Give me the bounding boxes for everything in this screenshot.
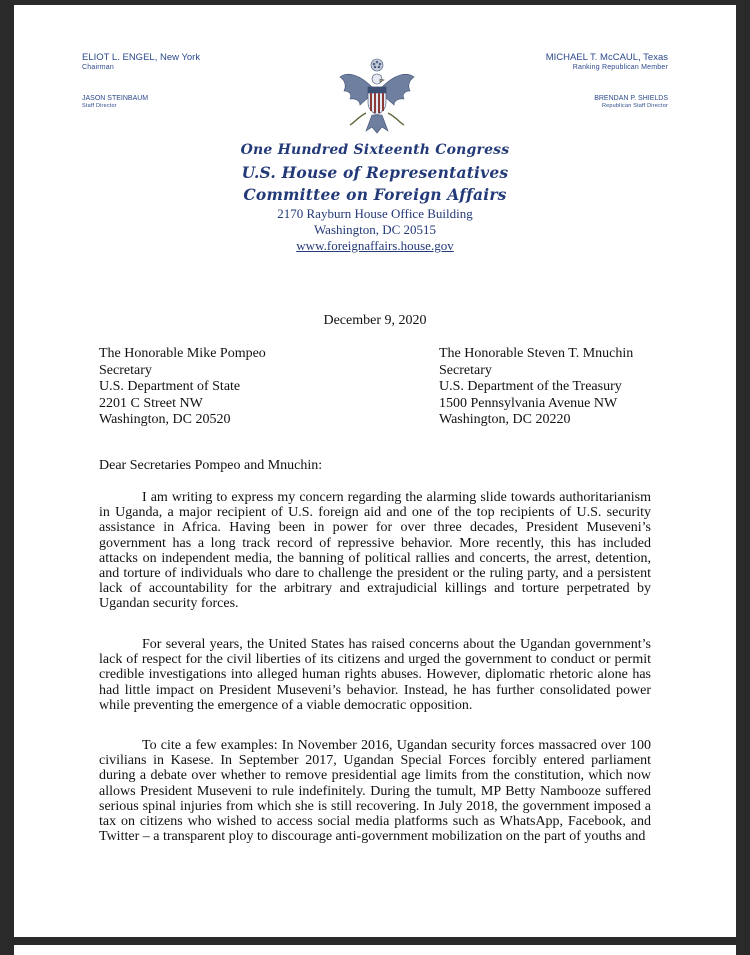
congress-title: One Hundred Sixteenth Congress <box>240 142 510 158</box>
body-paragraph: To cite a few examples: In November 2016, Ugandan security forces massacred over 100 civilians in Kasese. In September 2017, Ugandan Special Forces forcibly entered parliament during a debate over whether to remove presidential age limits from the constitution, which now allows President Museveni to rule indefinitely. During the tumult, MP Betty Nambooze suffered serious spinal injuries from which she is still recovering. In July 2018, the government imposed a tax on citizens who wished to access social media platforms such as WhatsApp, Facebook, and Twitter – a transparent ploy to discourage anti-government mobilization on the part of youths and <box>99 738 651 845</box>
recipient-line: The Honorable Mike Pompeo <box>99 346 266 361</box>
letter-date: December 9, 2020 <box>323 313 427 328</box>
ranking-member-name: MICHAEL T. McCAUL, Texas <box>545 52 668 63</box>
office-address: 2170 Rayburn House Office Building <box>277 206 473 221</box>
chairman-title: Chairman <box>82 64 114 71</box>
staff-director-title: Staff Director <box>82 103 117 109</box>
committee-title: Committee on Foreign Affairs <box>243 185 507 204</box>
body-paragraph: For several years, the United States has raised concerns about the Ugandan government’s lack of respect for the civil liberties of its citizens and urged the government to conduct or permit credible investigations into alleged human rights abuses. However, diplomatic rhetoric alone has had little impact on President Museveni’s behavior. Instead, he has further consolidated power while preventing the emergence of a viable democratic opposition. <box>99 637 651 713</box>
staff-director-block <box>82 94 148 110</box>
recipient-line: Washington, DC 20520 <box>99 412 231 427</box>
recipient-line: The Honorable Steven T. Mnuchin <box>439 346 634 361</box>
rep-staff-director-title: Republican Staff Director <box>601 103 668 109</box>
house-title: U.S. House of Representatives <box>241 163 509 182</box>
chairman-name: ELIOT L. ENGEL, New York <box>82 52 201 63</box>
body-paragraph: I am writing to express my concern regarding the alarming slide towards authoritarianism in Uganda, a major recipient of U.S. foreign aid and one of the top recipients of U.S. security assistance in Africa. Having been in power for over three decades, President Museveni’s government has a long track record of repressive behavior. More recently, this has included attacks on independent media, the banning of political rallies and concerts, the arrest, detention, and torture of individuals who dare to challenge the president or the ruling party, and a persistent lack of accountability for the arbitrary and extrajudicial killings and torture perpetrated by Ugandan security forces. <box>99 490 651 612</box>
office-city: Washington, DC 20515 <box>313 222 437 237</box>
ranking-member-title: Ranking Republican Member <box>572 64 668 71</box>
recipient-left <box>99 346 266 429</box>
recipient-line: 2201 C Street NW <box>99 395 203 411</box>
rep-staff-director-block <box>594 94 668 110</box>
eagle-seal-icon <box>336 57 418 139</box>
salutation: Dear Secretaries Pompeo and Mnuchin: <box>99 458 323 473</box>
next-page-edge <box>14 945 736 955</box>
recipient-line: Secretary <box>439 362 492 378</box>
rep-staff-director-name: BRENDAN P. SHIELDS <box>594 95 668 102</box>
letter-page <box>14 5 736 937</box>
recipient-line: U.S. Department of State <box>99 379 241 394</box>
chairman-block <box>82 52 200 72</box>
recipient-line: U.S. Department of the Treasury <box>439 379 622 394</box>
staff-director-name: JASON STEINBAUM <box>82 95 149 102</box>
recipient-line: Secretary <box>99 362 152 378</box>
ranking-member-block <box>546 52 668 72</box>
recipient-right <box>439 346 633 429</box>
recipient-line: 1500 Pennsylvania Avenue NW <box>439 395 618 411</box>
website-link[interactable]: www.foreignaffairs.house.gov <box>296 238 454 253</box>
recipient-line: Washington, DC 20220 <box>439 412 571 427</box>
